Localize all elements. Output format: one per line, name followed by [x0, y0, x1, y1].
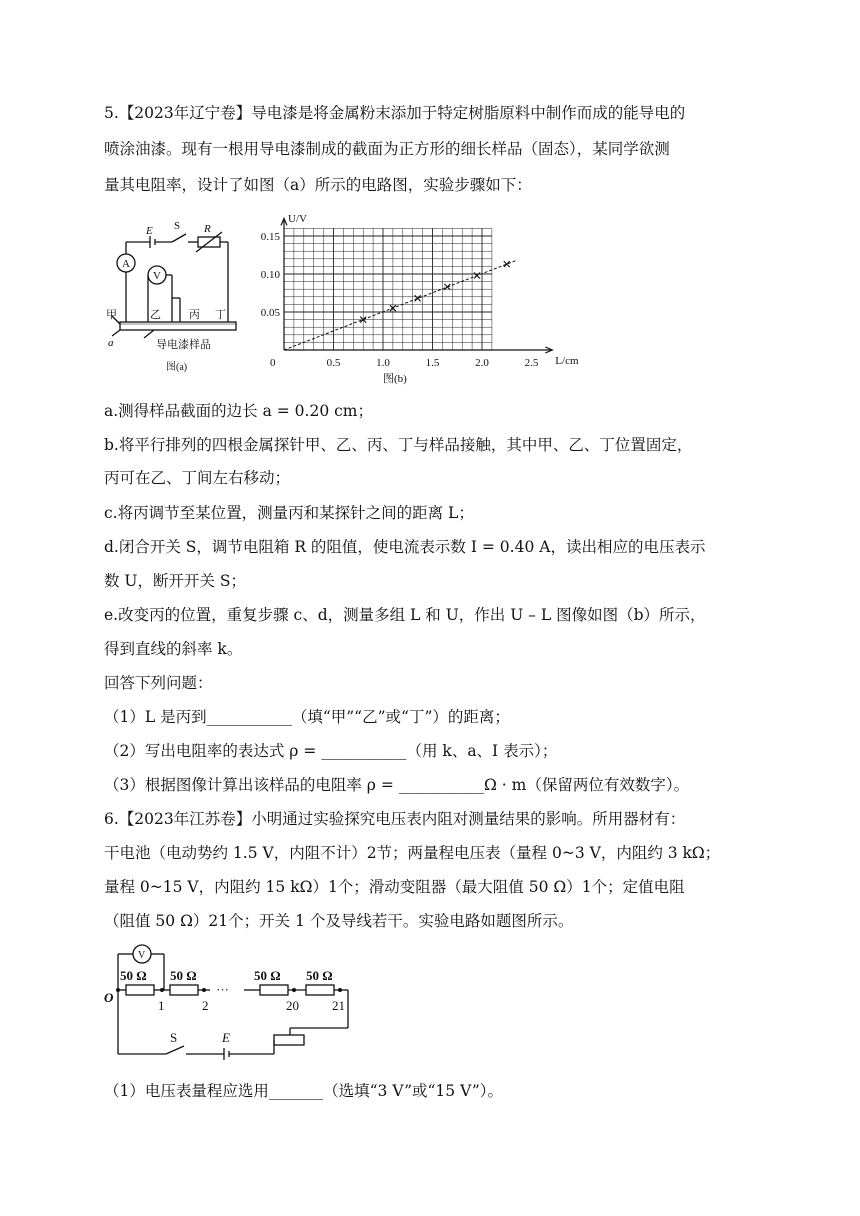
x-tick-label: 0.5 [326, 357, 341, 369]
step-a: a.测得样品截面的边长 a = 0.20 cm； [104, 402, 373, 420]
probe-jia-label: 甲 [106, 309, 117, 321]
rheostat-label: R [204, 223, 211, 235]
probe-bing-label: 丙 [189, 309, 200, 321]
probe-yi-label: 乙 [150, 309, 161, 321]
side-length-label: a [108, 337, 114, 349]
resistor-20-label: 50 Ω [254, 968, 281, 983]
q5-question-2: （2）写出电阻率的表达式 ρ = ___________（用 k、a、I 表示）； [104, 742, 558, 760]
data-point [504, 261, 510, 267]
resistor-2-label: 50 Ω [170, 968, 197, 983]
q5-question-1: （1）L 是丙到___________（填“甲”“乙”或“丁”）的距离； [104, 708, 510, 726]
answer-prompt: 回答下列问题： [104, 674, 213, 692]
y-axis-label: U/V [288, 213, 307, 225]
y-tick-label: 0.05 [260, 307, 280, 319]
step-e-line-2: 得到直线的斜率 k。 [104, 640, 243, 658]
voltmeter-label-q6: V [138, 950, 146, 961]
step-d-line-1: d.闭合开关 S，调节电阻箱 R 的阻值，使电流表示数 I = 0.40 A，读出相应的电压表示 [104, 538, 706, 556]
q5-intro-line-2: 喷涂油漆。现有一根用导电漆制成的截面为正方形的细长样品（固态），某同学欲测 [104, 140, 670, 158]
step-c: c.将丙调节至某位置，测量丙和某探针之间的距离 L； [104, 504, 474, 522]
ammeter-label: A [122, 258, 130, 270]
switch-label: S [174, 220, 181, 232]
switch-label-q6: S [170, 1030, 178, 1045]
q6-intro-line-1: 6.【2023年江苏卷】小明通过实验探究电压表内阻对测量结果的影响。所用器材有： [104, 810, 686, 828]
figure-q6-circuit [104, 940, 364, 1068]
step-d-line-2: 数 U，断开开关 S； [104, 572, 247, 590]
x-tick-label: 2.5 [524, 357, 539, 369]
data-point [415, 295, 421, 301]
figure-b-chart [256, 210, 579, 385]
node-1-label: 1 [158, 998, 165, 1013]
origin-label: 0 [270, 357, 276, 369]
x-tick-label: 2.0 [475, 357, 489, 369]
figure-a-caption: 图(a) [166, 362, 188, 373]
node-20-label: 20 [286, 998, 299, 1013]
step-e-line-1: e.改变丙的位置，重复步骤 c、d，测量多组 L 和 U，作出 U – L 图像如图（b）所示， [104, 606, 706, 624]
data-point [474, 273, 480, 279]
node-21-label: 21 [332, 998, 345, 1013]
q6-question-1: （1）电压表量程应选用_______（选填“3 V”或“15 V”）。 [104, 1082, 504, 1100]
q6-intro-line-4: （阻值 50 Ω）21个；开关 1 个及导线若干。实验电路如题图所示。 [104, 912, 574, 930]
x-tick-label: 1.5 [425, 357, 440, 369]
probe-ding-label: 丁 [215, 309, 226, 321]
q5-intro-line-1: 5.【2023年辽宁卷】导电漆是将金属粉末添加于特定树脂原料中制作而成的能导电的 [104, 104, 686, 122]
voltmeter-label: V [153, 270, 161, 282]
q6-intro-line-2: 干电池（电动势约 1.5 V，内阻不计）2节；两量程电压表（量程 0~3 V，内阻约 3 kΩ； [104, 844, 721, 862]
x-axis-label: L/cm [555, 355, 579, 367]
step-b-line-1: b.将平行排列的四根金属探针甲、乙、丙、丁与样品接触，其中甲、乙、丁位置固定， [104, 436, 693, 454]
sample-label: 导电漆样品 [156, 339, 211, 351]
figure-b-caption: 图(b) [383, 373, 407, 385]
q5-intro-line-3: 量其电阻率，设计了如图（a）所示的电路图，实验步骤如下： [104, 176, 532, 194]
q5-question-3: （3）根据图像计算出该样品的电阻率 ρ = ___________Ω · m（保留两位有效数字）。 [104, 776, 690, 794]
x-tick-label: 1.0 [376, 357, 390, 369]
figure-a-circuit [104, 212, 252, 380]
resistor-21-label: 50 Ω [306, 968, 333, 983]
battery-label-q6: E [222, 1030, 230, 1045]
q6-intro-line-3: 量程 0~15 V，内阻约 15 kΩ）1个；滑动变阻器（最大阻值 50 Ω）1个；定值电阻 [104, 878, 685, 896]
node-O-label: O [104, 990, 114, 1005]
step-b-line-2: 丙可在乙、丁间左右移动； [104, 469, 291, 487]
battery-label: E [146, 225, 153, 237]
node-2-label: 2 [202, 998, 209, 1013]
y-tick-label: 0.15 [260, 231, 280, 243]
y-tick-label: 0.10 [260, 269, 280, 281]
resistor-1-label: 50 Ω [120, 968, 147, 983]
ellipsis-label: ··· [216, 982, 229, 997]
